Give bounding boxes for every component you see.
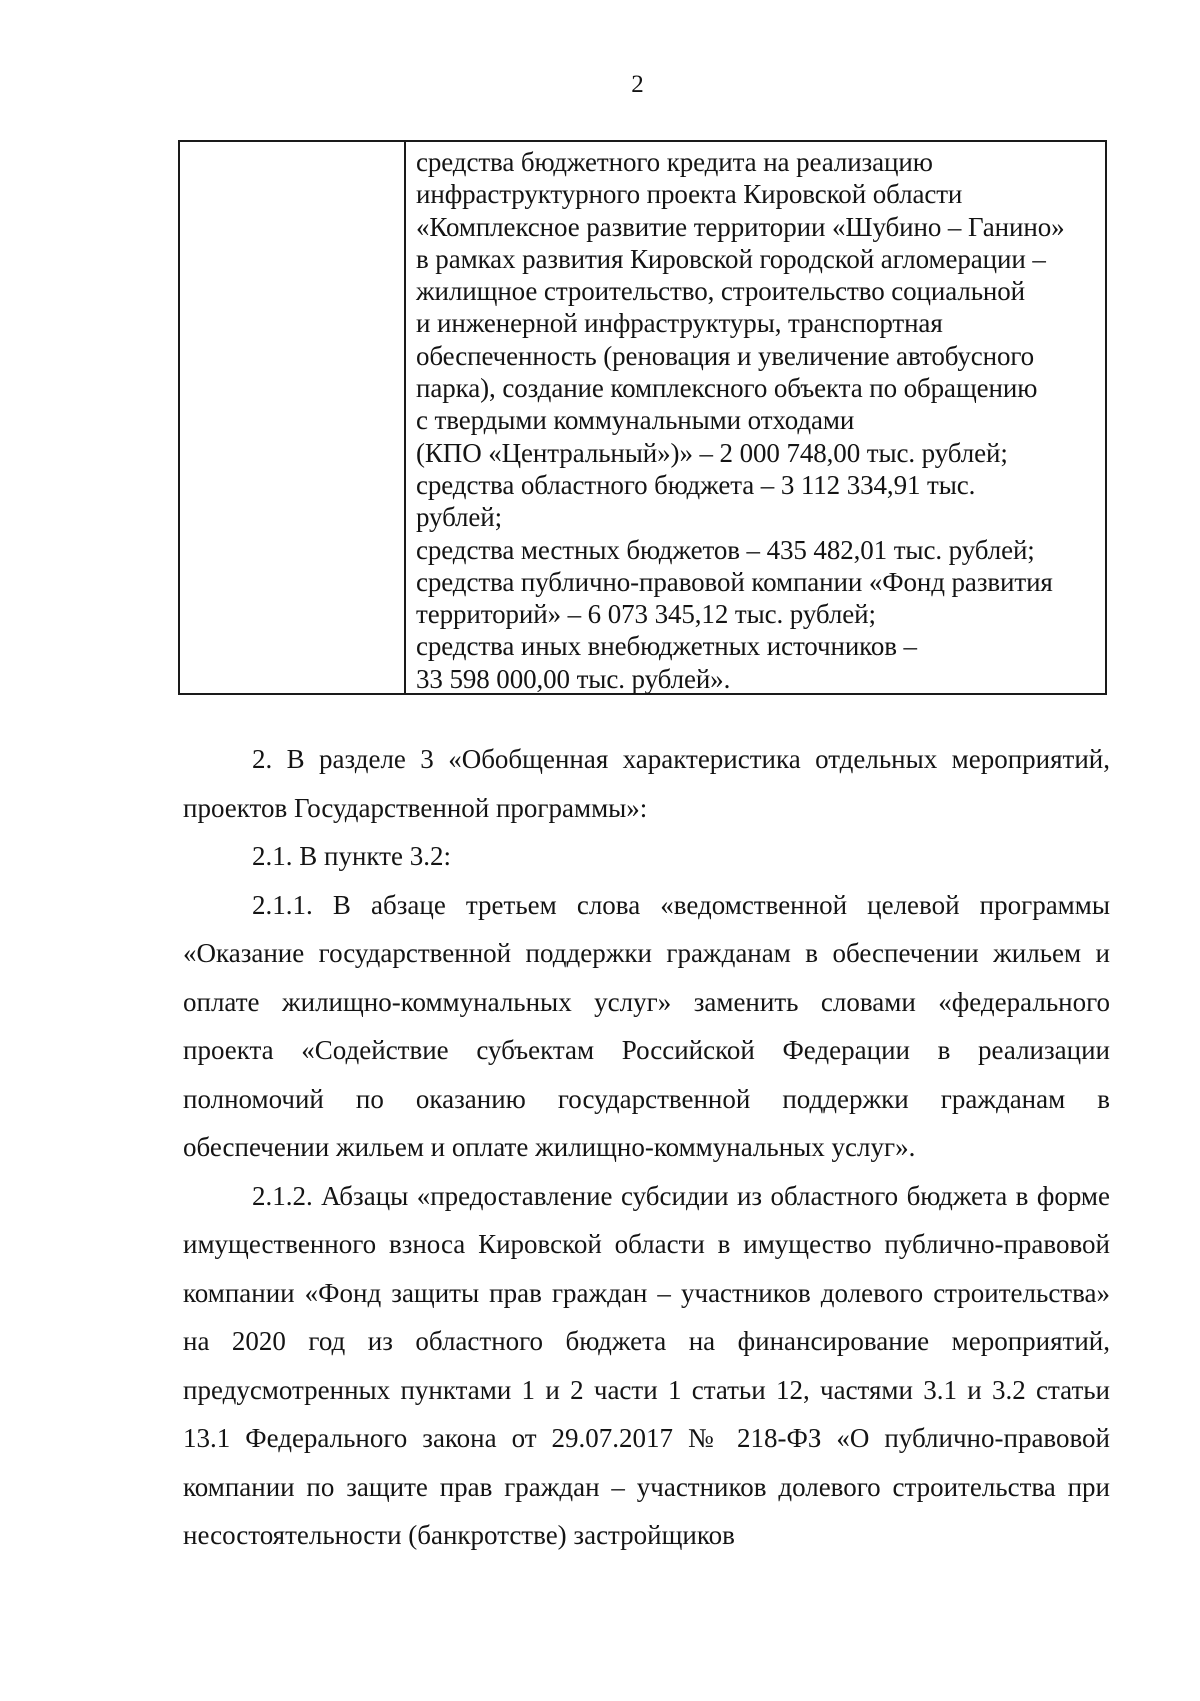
table-cell-line: инфраструктурного проекта Кировской области (416, 179, 963, 210)
table-cell-line: территорий» – 6 073 345,12 тыс. рублей; (416, 599, 876, 630)
table-cell-line: и инженерной инфраструктуры, транспортная (416, 308, 943, 339)
table-cell-line: с твердыми коммунальными отходами (416, 405, 855, 436)
table-cell-line: средства бюджетного кредита на реализацию (416, 147, 933, 177)
funding-table (178, 140, 1107, 695)
table-right-cell (416, 146, 1106, 695)
page-number: 2 (631, 71, 644, 98)
table-cell-line: парка), создание комплексного объекта по обращению (416, 373, 1038, 404)
table-cell-line: в рамках развития Кировской городской агломерации – (416, 243, 1046, 274)
table-cell-line: (КПО «Центральный»)» – 2 000 748,00 тыс. рублей; (416, 437, 1008, 468)
table-cell-line: средства областного бюджета – 3 112 334,91 тыс. (416, 469, 976, 500)
table-cell-line: «Комплексное развитие территории «Шубино – Ганино» (416, 211, 1065, 242)
table-column-divider (404, 142, 406, 693)
paragraph-section-3: 2. В разделе 3 «Обобщенная характеристика отдельных мероприятий, проектов Государственной программы»: (183, 744, 1110, 823)
paragraph-point-2-1-1: 2.1.1. В абзаце третьем слова «ведомственной целевой программы «Оказание государственной поддержки гражданам в обеспечении жильем и оплате жилищно-коммунальных услуг» заменить словами «федерального проекта «Содействие субъектам Российской Федерации в реализации полномочий по оказанию государственной поддержки гражданам в обеспечении жильем и оплате жилищно-коммунальных услуг». (183, 889, 1110, 1162)
paragraph-point-2-1: 2.1. В пункте 3.2: (252, 841, 451, 871)
document-body (183, 735, 1110, 1560)
table-cell-line: обеспеченность (реновация и увеличение автобусного (416, 340, 1035, 371)
paragraph-point-2-1-2: 2.1.2. Абзацы «предоставление субсидии из областного бюджета в форме имущественного взноса Кировской области в имущество публично-правовой компании «Фонд защиты прав граждан – участников долевого строительства» на 2020 год из областного бюджета на финансирование мероприятий, предусмотренных пунктами 1 и 2 части 1 статьи 12, частями 3.1 и 3.2 статьи 13.1 Федерального закона от 29.07.2017 № 218-ФЗ «О публично-правовой компании по защите прав граждан – участников долевого строительства при несостоятельности (банкротстве) застройщиков (183, 1180, 1110, 1550)
table-cell-line: рублей; (416, 502, 503, 533)
table-cell-line: средства публично-правовой компании «Фонд развития (416, 566, 1053, 597)
table-cell-line: средства иных внебюджетных источников – (416, 631, 917, 662)
table-cell-line: жилищное строительство, строительство социальной (416, 276, 1026, 307)
table-cell-line: средства местных бюджетов – 435 482,01 тыс. рублей; (416, 534, 1035, 565)
table-cell-line: 33 598 000,00 тыс. рублей». (416, 663, 731, 694)
